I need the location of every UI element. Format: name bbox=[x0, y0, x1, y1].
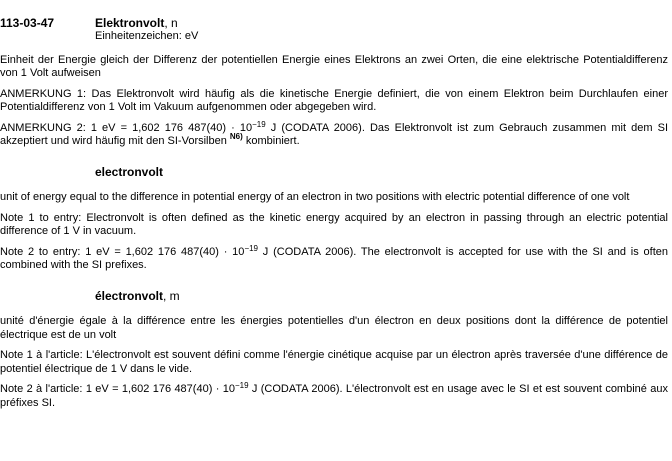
fr-note-2 bbox=[0, 383, 668, 410]
de-note-2-text-cont: J (CODATA 2006). Das Elektronvolt ist zum Gebrauch zusammen mit dem SI akzeptiert und wird häufig mit den SI-Vorsilben bbox=[0, 121, 668, 148]
de-note-2 bbox=[0, 119, 668, 149]
de-note-2-text: ANMERKUNG 2: 1 eV = 1,602 176 487(40) · 10 bbox=[0, 121, 253, 134]
de-term-block bbox=[95, 16, 198, 43]
de-unit-symbol: Einheitenzeichen: eV bbox=[95, 30, 199, 42]
de-note-1: ANMERKUNG 1: Das Elektronvolt wird häufig als die kinetische Energie definiert, die von einem Elektron beim Durchlaufen einer Potentialdifferenz von 1 Volt im Vakuum aufgenommen oder abgegeben wird. bbox=[0, 87, 668, 114]
en-note-2-exponent: −19 bbox=[244, 243, 259, 253]
en-note-2-text-cont: J (CODATA 2006). The electronvolt is accepted for use with the SI and is often combined with the SI prefixes. bbox=[0, 245, 668, 272]
fr-gender: , m bbox=[163, 289, 180, 304]
de-footnote-ref[interactable]: N6) bbox=[229, 132, 243, 142]
fr-term: électronvolt bbox=[95, 289, 164, 304]
entry-header bbox=[0, 13, 668, 45]
fr-note-2-exponent: −19 bbox=[234, 381, 249, 391]
en-note-2 bbox=[0, 243, 668, 273]
entry-number: 113-03-47 bbox=[0, 16, 55, 30]
de-term: Elektronvolt bbox=[95, 16, 165, 30]
de-note-2-exponent: −19 bbox=[252, 119, 266, 129]
de-definition: Einheit der Energie gleich der Differenz der potentiellen Energie eines Elektrons an zwei Orten, die eine elektrische Potentialdifferenz von 1 Volt aufweisen bbox=[0, 54, 668, 80]
de-gender: , n bbox=[164, 16, 178, 30]
fr-note-2-text-cont: J (CODATA 2006). L'électronvolt est en usage avec le SI et est souvent combiné aux préfixes SI. bbox=[0, 383, 668, 409]
en-definition: unit of energy equal to the difference in potential energy of an electron in two positions with electric potential difference of one volt bbox=[0, 191, 630, 204]
fr-note-2-text: Note 2 à l'article: 1 eV = 1,602 176 487(40) · 10 bbox=[0, 383, 235, 396]
en-term: electronvolt bbox=[95, 165, 164, 180]
en-note-2-text: Note 2 to entry: 1 eV = 1,602 176 487(40) · 10 bbox=[0, 245, 245, 258]
en-note-1: Note 1 to entry: Electronvolt is often defined as the kinetic energy acquired by an electron in passing through an electric potential difference of 1 V in vacuum. bbox=[0, 211, 668, 238]
de-term-line bbox=[95, 16, 198, 30]
term-entry bbox=[0, 13, 668, 410]
fr-term-line bbox=[95, 289, 668, 303]
de-note-2-end: kombiniert. bbox=[242, 135, 300, 148]
fr-definition: unité d'énergie égale à la différence entre les énergies potentielles d'un électron en deux positions dont la différence de potentiel électrique est de un volt bbox=[0, 315, 668, 341]
fr-note-1: Note 1 à l'article: L'électronvolt est souvent défini comme l'énergie cinétique acquise par un électron après traversée d'une différence de potentiel électrique de 1 V dans le vide. bbox=[0, 349, 668, 375]
